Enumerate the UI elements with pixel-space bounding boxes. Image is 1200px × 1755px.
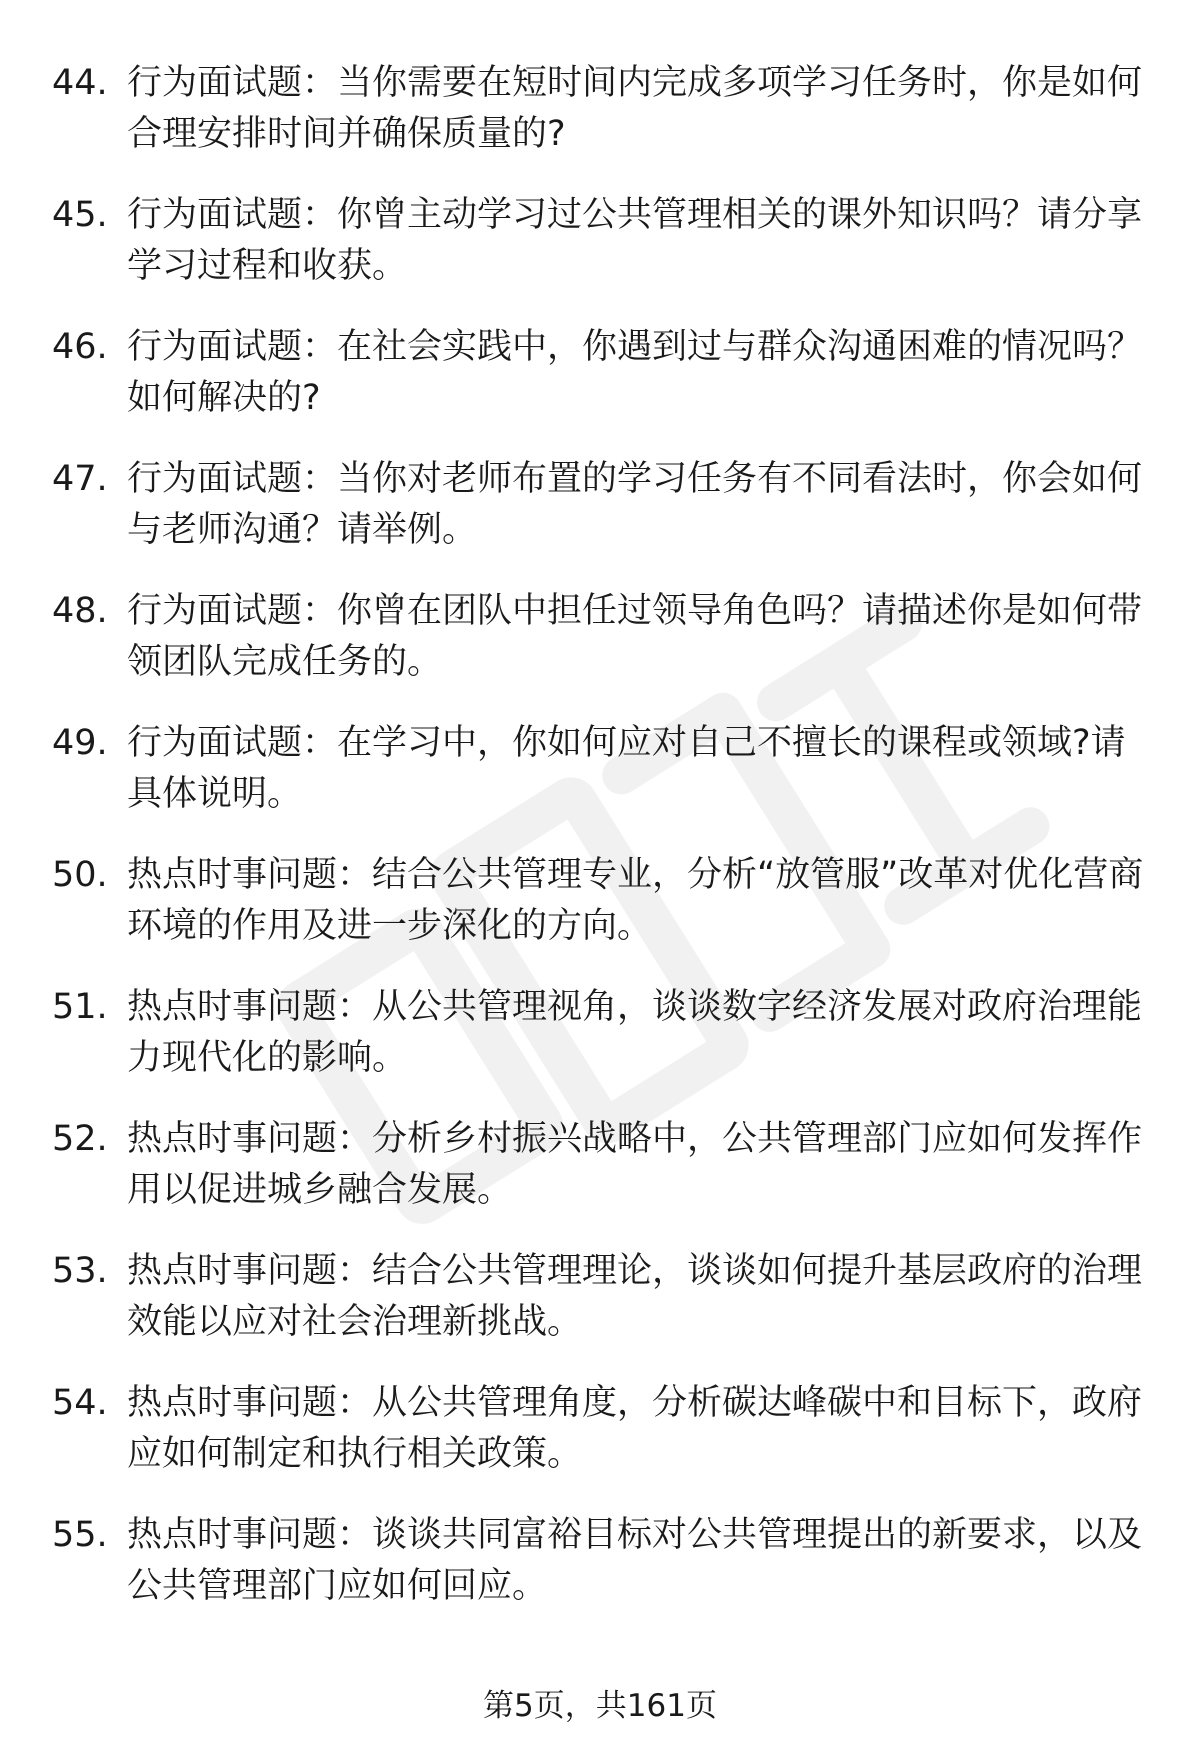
question-number: 45. [52, 195, 108, 235]
list-item [0, 446, 1200, 578]
page-number-label: 第5页，共161页 [483, 1688, 717, 1724]
question-text: 行为面试题：在社会实践中，你遇到过与群众沟通困难的情况吗？如何解决的? [127, 327, 1143, 418]
question-text: 行为面试题：在学习中，你如何应对自己不擅长的课程或领域?请具体说明。 [127, 723, 1126, 814]
question-number: 49. [52, 723, 108, 763]
question-list [0, 50, 1200, 1634]
list-item [0, 1502, 1200, 1634]
question-text: 热点时事问题：从公共管理视角，谈谈数字经济发展对政府治理能力现代化的影响。 [127, 987, 1143, 1078]
question-number: 44. [52, 63, 108, 103]
question-number: 51. [52, 987, 108, 1027]
list-item [0, 1370, 1200, 1502]
question-text: 热点时事问题：结合公共管理专业，分析“放管服”改革对优化营商环境的作用及进一步深化的方向。 [127, 855, 1144, 946]
list-item [0, 314, 1200, 446]
question-text: 热点时事问题：分析乡村振兴战略中，公共管理部门应如何发挥作用以促进城乡融合发展。 [127, 1119, 1143, 1210]
list-item [0, 182, 1200, 314]
question-number: 48. [52, 591, 108, 631]
list-item [0, 710, 1200, 842]
question-text: 行为面试题：你曾主动学习过公共管理相关的课外知识吗？请分享学习过程和收获。 [127, 195, 1143, 286]
question-number: 50. [52, 855, 108, 895]
question-number: 52. [52, 1119, 108, 1159]
list-item [0, 1238, 1200, 1370]
question-text: 热点时事问题：结合公共管理理论，谈谈如何提升基层政府的治理效能以应对社会治理新挑战。 [127, 1251, 1143, 1342]
question-text: 行为面试题：你曾在团队中担任过领导角色吗？请描述你是如何带领团队完成任务的。 [127, 591, 1143, 682]
list-item [0, 974, 1200, 1106]
question-number: 53. [52, 1251, 108, 1291]
question-number: 46. [52, 327, 108, 367]
question-number: 47. [52, 459, 108, 499]
question-text: 热点时事问题：谈谈共同富裕目标对公共管理提出的新要求，以及公共管理部门应如何回应。 [127, 1515, 1143, 1606]
question-text: 行为面试题：当你需要在短时间内完成多项学习任务时，你是如何合理安排时间并确保质量的? [127, 63, 1143, 154]
page-footer [0, 1686, 1200, 1726]
list-item [0, 842, 1200, 974]
question-text: 热点时事问题：从公共管理角度，分析碳达峰碳中和目标下，政府应如何制定和执行相关政策。 [127, 1383, 1143, 1474]
list-item [0, 578, 1200, 710]
question-number: 55. [52, 1515, 108, 1555]
list-item [0, 50, 1200, 182]
list-item [0, 1106, 1200, 1238]
question-text: 行为面试题：当你对老师布置的学习任务有不同看法时，你会如何与老师沟通？请举例。 [127, 459, 1143, 550]
question-number: 54. [52, 1383, 108, 1423]
